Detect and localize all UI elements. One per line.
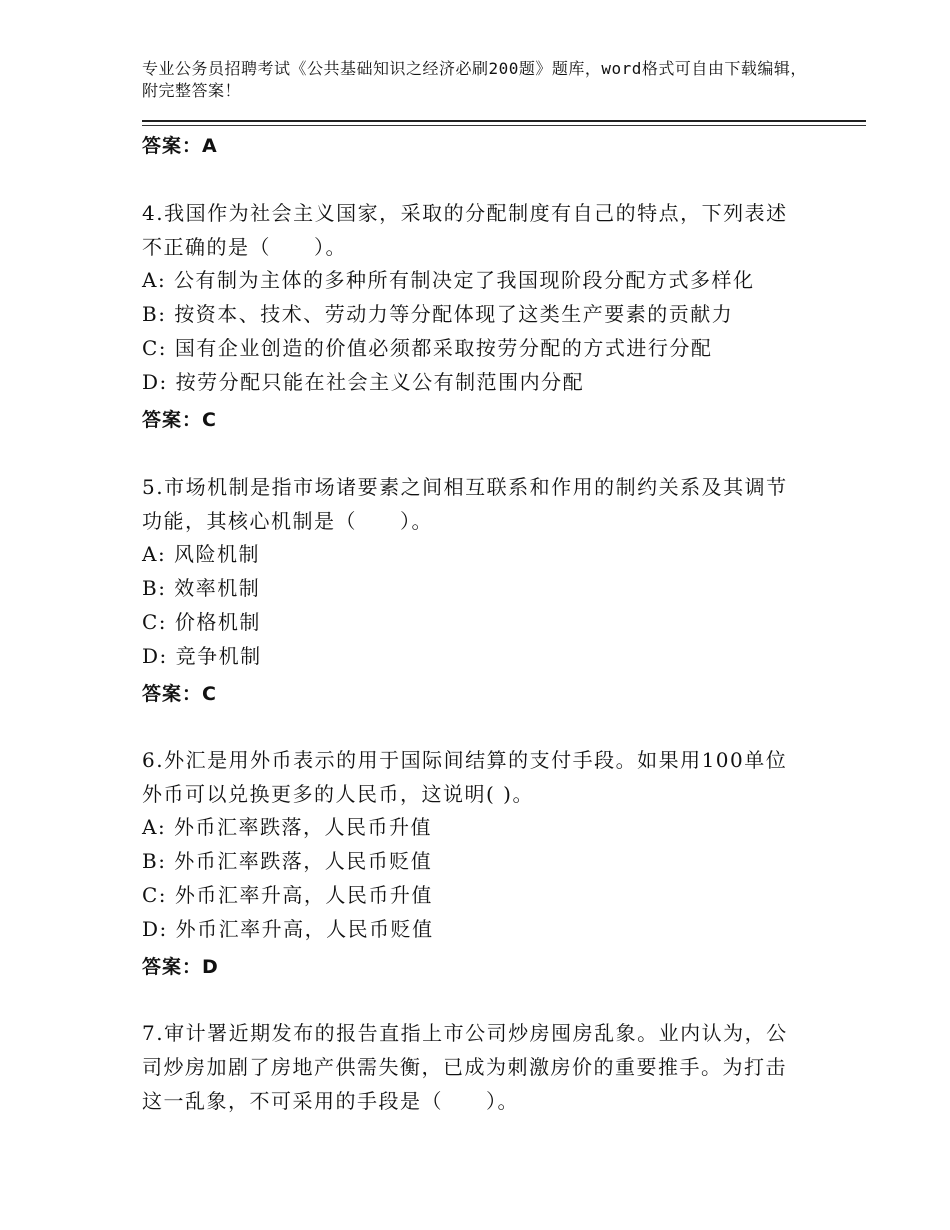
- question-5-option-d: D: 竞争机制: [142, 644, 262, 668]
- question-4-option-b: B: 按资本、技术、劳动力等分配体现了这类生产要素的贡献力: [142, 302, 734, 326]
- question-6-option-d: D: 外币汇率升高，人民币贬值: [142, 917, 434, 941]
- question-4-option-a: A: 公有制为主体的多种所有制决定了我国现阶段分配方式多样化: [142, 268, 755, 292]
- question-6-option-a: A: 外币汇率跌落，人民币升值: [142, 815, 433, 839]
- question-4-stem: 4.我国作为社会主义国家，采取的分配制度有自己的特点，下列表述不正确的是（ ）。: [142, 201, 788, 259]
- question-5-stem: 5.市场机制是指市场诸要素之间相互联系和作用的制约关系及其调节功能，其核心机制是（ ）。: [142, 475, 788, 533]
- question-4-option-d: D: 按劳分配只能在社会主义公有制范围内分配: [142, 370, 585, 394]
- question-5-option-b: B: 效率机制: [142, 576, 261, 600]
- question-5-option-a: A: 风险机制: [142, 542, 261, 566]
- answer-q6: 答案：D: [142, 956, 219, 978]
- question-6-stem: 6.外汇是用外币表示的用于国际间结算的支付手段。如果用100单位外币可以兑换更多的人民币，这说明( )。: [142, 748, 788, 806]
- header-rule-thick: [142, 120, 866, 122]
- question-6-option-c: C: 外币汇率升高，人民币升值: [142, 883, 433, 907]
- document-header: 专业公务员招聘考试《公共基础知识之经济必刷200题》题库，word格式可自由下载编辑，附完整答案！: [142, 59, 807, 100]
- question-4-option-c: C: 国有企业创造的价值必须都采取按劳分配的方式进行分配: [142, 336, 713, 360]
- answer-q5: 答案：C: [142, 683, 217, 705]
- question-6-option-b: B: 外币汇率跌落，人民币贬值: [142, 849, 433, 873]
- answer-q3: 答案：A: [142, 135, 218, 157]
- question-7-stem: 7.审计署近期发布的报告直指上市公司炒房囤房乱象。业内认为，公司炒房加剧了房地产供需失衡，已成为刺激房价的重要推手。为打击这一乱象，不可采用的手段是（ ）。: [142, 1021, 788, 1113]
- question-5-option-c: C: 价格机制: [142, 610, 261, 634]
- header-rule-thin: [142, 125, 866, 126]
- answer-q4: 答案：C: [142, 409, 217, 431]
